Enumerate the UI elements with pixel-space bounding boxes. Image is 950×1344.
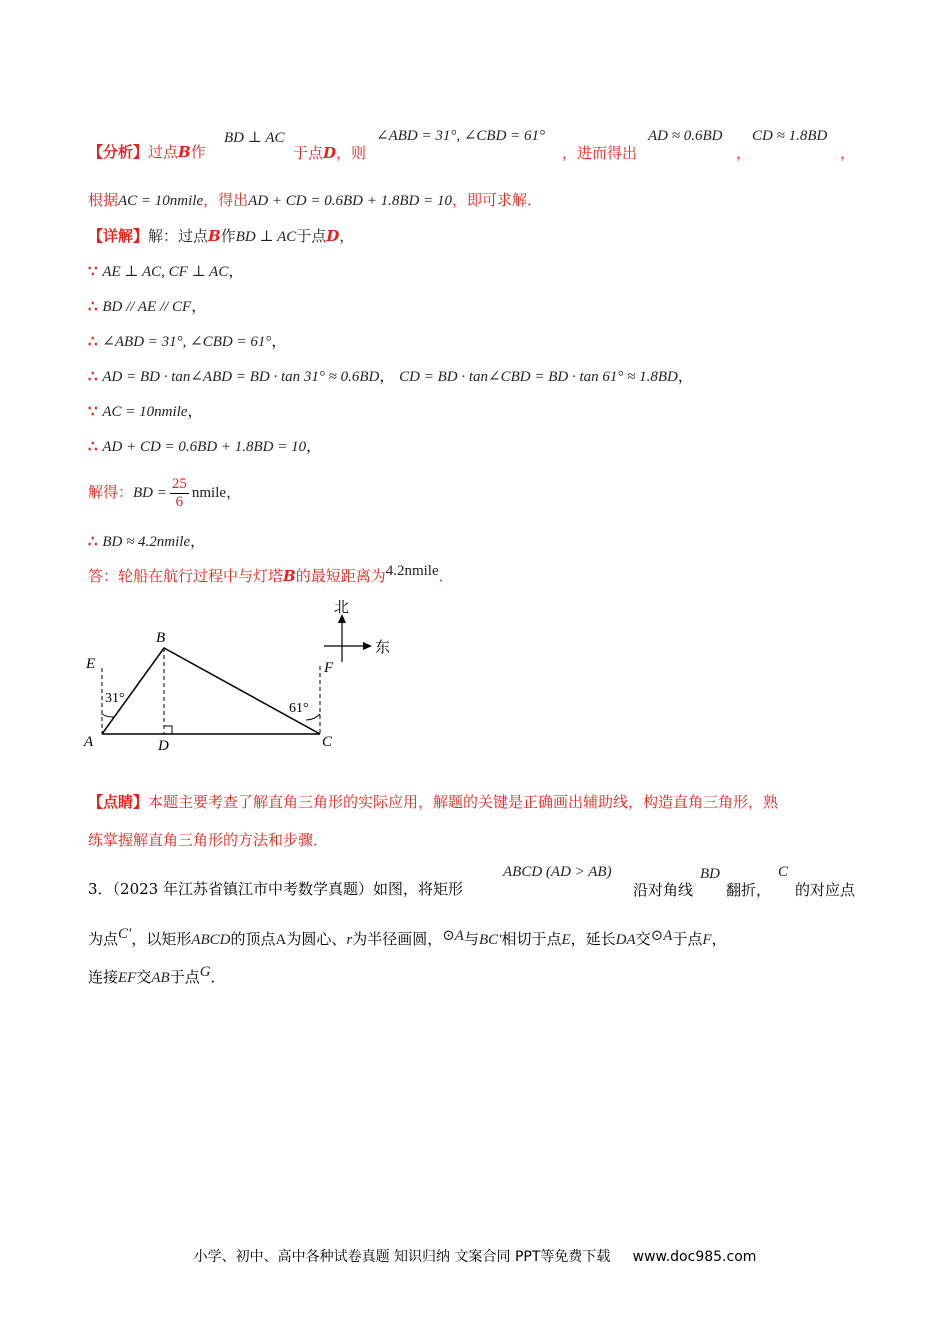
fraction-numerator: 25 [171,475,187,492]
text: ， [677,367,693,385]
therefore-symbol: ∴ [88,297,98,315]
problem3-line-3 [88,964,226,988]
text: 于点 [169,968,200,986]
text: ， [271,332,287,350]
detail-step-1 [88,261,243,282]
detail-step-7 [88,472,241,512]
math-sum: AD + CD = 0.6BD + 1.8BD = 10 [248,193,452,209]
analysis-line-1b [293,142,366,163]
math-bd-perp-ac: BD ⊥ AC [224,130,285,146]
text: 解得： [88,483,134,501]
detail-step-3 [88,331,286,352]
therefore-symbol: ∴ [88,367,98,385]
text: ， [339,227,355,245]
text: ，则 [336,144,367,162]
math: ∠ABD = 31°, ∠CBD = 61° [102,334,272,350]
math: BD // AE // CF [102,299,192,315]
text: ， [191,297,207,315]
math: AE ⊥ AC, CF ⊥ AC [102,264,229,280]
text: ，进而得出 [562,144,638,162]
because-symbol: ∵ [88,402,98,420]
math-angles: ∠ABD = 31°, ∠CBD = 61° [376,128,546,144]
label-c: C [322,734,333,750]
text: ， [840,144,856,162]
text: 答：轮船在航行过程中与灯塔 [88,567,284,585]
math: CD = BD · tan∠CBD = BD · tan 61° ≈ 1.8BD [399,369,678,385]
math: r [346,932,353,948]
point-label: B [178,143,191,161]
text: ， [228,262,244,280]
math: EF [118,970,137,986]
text: 于点 [293,144,324,162]
east-arrow-icon [363,642,372,650]
text: 于点 [296,227,327,245]
footer-link[interactable]: www.doc985.com [632,1249,757,1265]
text: 的对应点 [795,881,856,899]
math: nmile [191,485,227,501]
text: ， [190,532,206,550]
detail-step-4 [88,366,693,387]
text: ， [711,930,727,948]
math: ABCD [191,932,231,948]
comment-tag: 【点睛】 [88,793,149,811]
math: 4.2nmile [385,563,439,579]
text: 练掌握解直角三角形的方法和步骤． [88,831,329,849]
text: ， [306,437,322,455]
text: 为圆心、 [286,930,347,948]
text: 沿对角线 [633,881,694,899]
comment-line-2 [88,830,328,850]
problem3-line-2 [88,926,727,950]
label-d: D [158,738,169,754]
text: 连接 [88,968,119,986]
text: 作 [220,227,236,245]
math: ⊙A [650,928,673,944]
text: 本题主要考查了解直角三角形的实际应用，解题的关键是正确画出辅助线，构造直角三角形，熟 [148,793,779,811]
math: BD ⊥ AC [235,229,297,245]
analysis-line-1 [88,142,206,162]
label-b: B [156,630,166,646]
math: AD + CD = 0.6BD + 1.8BD = 10 [102,439,307,455]
page-footer [0,1246,950,1266]
text: ， [736,144,752,162]
math: BD = [133,485,167,501]
text: ，延长 [570,930,616,948]
math: AB [151,970,170,986]
right-angle-mark [164,726,172,734]
math: BD [700,866,720,882]
math-cd-approx: CD ≈ 1.8BD [752,128,828,144]
text: 于点 [672,930,703,948]
label-a: A [84,734,94,750]
text: ， [187,402,203,420]
east-label: 东 [375,638,391,656]
angle-label-a: 31° [105,691,125,706]
therefore-symbol: ∴ [88,332,98,350]
therefore-symbol: ∴ [88,437,98,455]
detail-tag: 【详解】 [88,227,149,245]
math: G [199,964,211,980]
text: 根据 [88,191,119,209]
label-f: F [324,660,334,676]
triangle-abc [102,648,320,734]
text: 交 [635,930,651,948]
text: ，即可求解． [451,191,542,209]
text: 的最短距离为 [295,567,386,585]
angle-label-c: 61° [289,701,309,716]
fraction-denominator: 6 [175,493,184,510]
text: 为半径画圆， [352,930,443,948]
text: （2023 年江苏省镇江市中考数学真题）如图，将矩形 [112,880,463,898]
math: E [561,932,571,948]
detail-step-6 [88,436,321,457]
math-ac: AC = 10nmile [118,193,204,209]
because-symbol: ∵ [88,262,98,280]
detail-step-5 [88,401,202,422]
point-label: D [326,227,340,245]
detail-line-1 [88,226,354,247]
point-label: B [283,567,296,585]
point-label: B [208,227,221,245]
math-ad-approx: AD ≈ 0.6BD [648,128,723,144]
math: AC = 10nmile [102,404,188,420]
therefore-symbol: ∴ [88,532,98,550]
text: ，以矩形 [131,930,192,948]
text: ． [210,968,226,986]
text: 相切于点 [501,930,562,948]
text: ． [438,567,454,585]
point-label: D [323,144,337,162]
text: ， [226,483,242,501]
analysis-tag: 【分析】 [88,143,149,161]
text: ，得出 [203,191,249,209]
answer-line [88,563,454,587]
text: 与 [463,930,479,948]
math: ⊙A [442,928,464,944]
problem-number: 3． [88,880,113,898]
fraction [170,476,189,511]
math: C′ [118,926,132,942]
math: A [275,932,287,948]
label-e: E [86,656,96,672]
detail-step-8 [88,531,205,552]
math: F [702,932,712,948]
problem3-line-1a [88,879,463,899]
text: 过点 [148,143,179,161]
north-label: 北 [334,598,350,616]
detail-step-2 [88,296,206,317]
footer-text: 小学、初中、高中各种试卷真题 知识归纳 文案合同 PPT等免费下载 [193,1249,611,1265]
text: 作 [190,143,206,161]
text: 为点 [88,930,119,948]
text: ， [379,367,395,385]
text: 解：过点 [148,227,209,245]
math: C [778,864,789,880]
angle-arc-a [102,714,114,717]
math: BD ≈ 4.2nmile [102,534,191,550]
comment-line-1 [88,792,778,812]
text: 的顶点 [230,930,276,948]
math: BC′ [478,932,502,948]
compass-icon [322,596,402,666]
text: 翻折， [726,881,772,899]
math: DA [615,932,636,948]
analysis-line-2 [88,190,542,211]
math: ABCD (AD > AB) [503,864,612,880]
text: 交 [136,968,152,986]
math: AD = BD · tan∠ABD = BD · tan 31° ≈ 0.6BD [102,369,380,385]
